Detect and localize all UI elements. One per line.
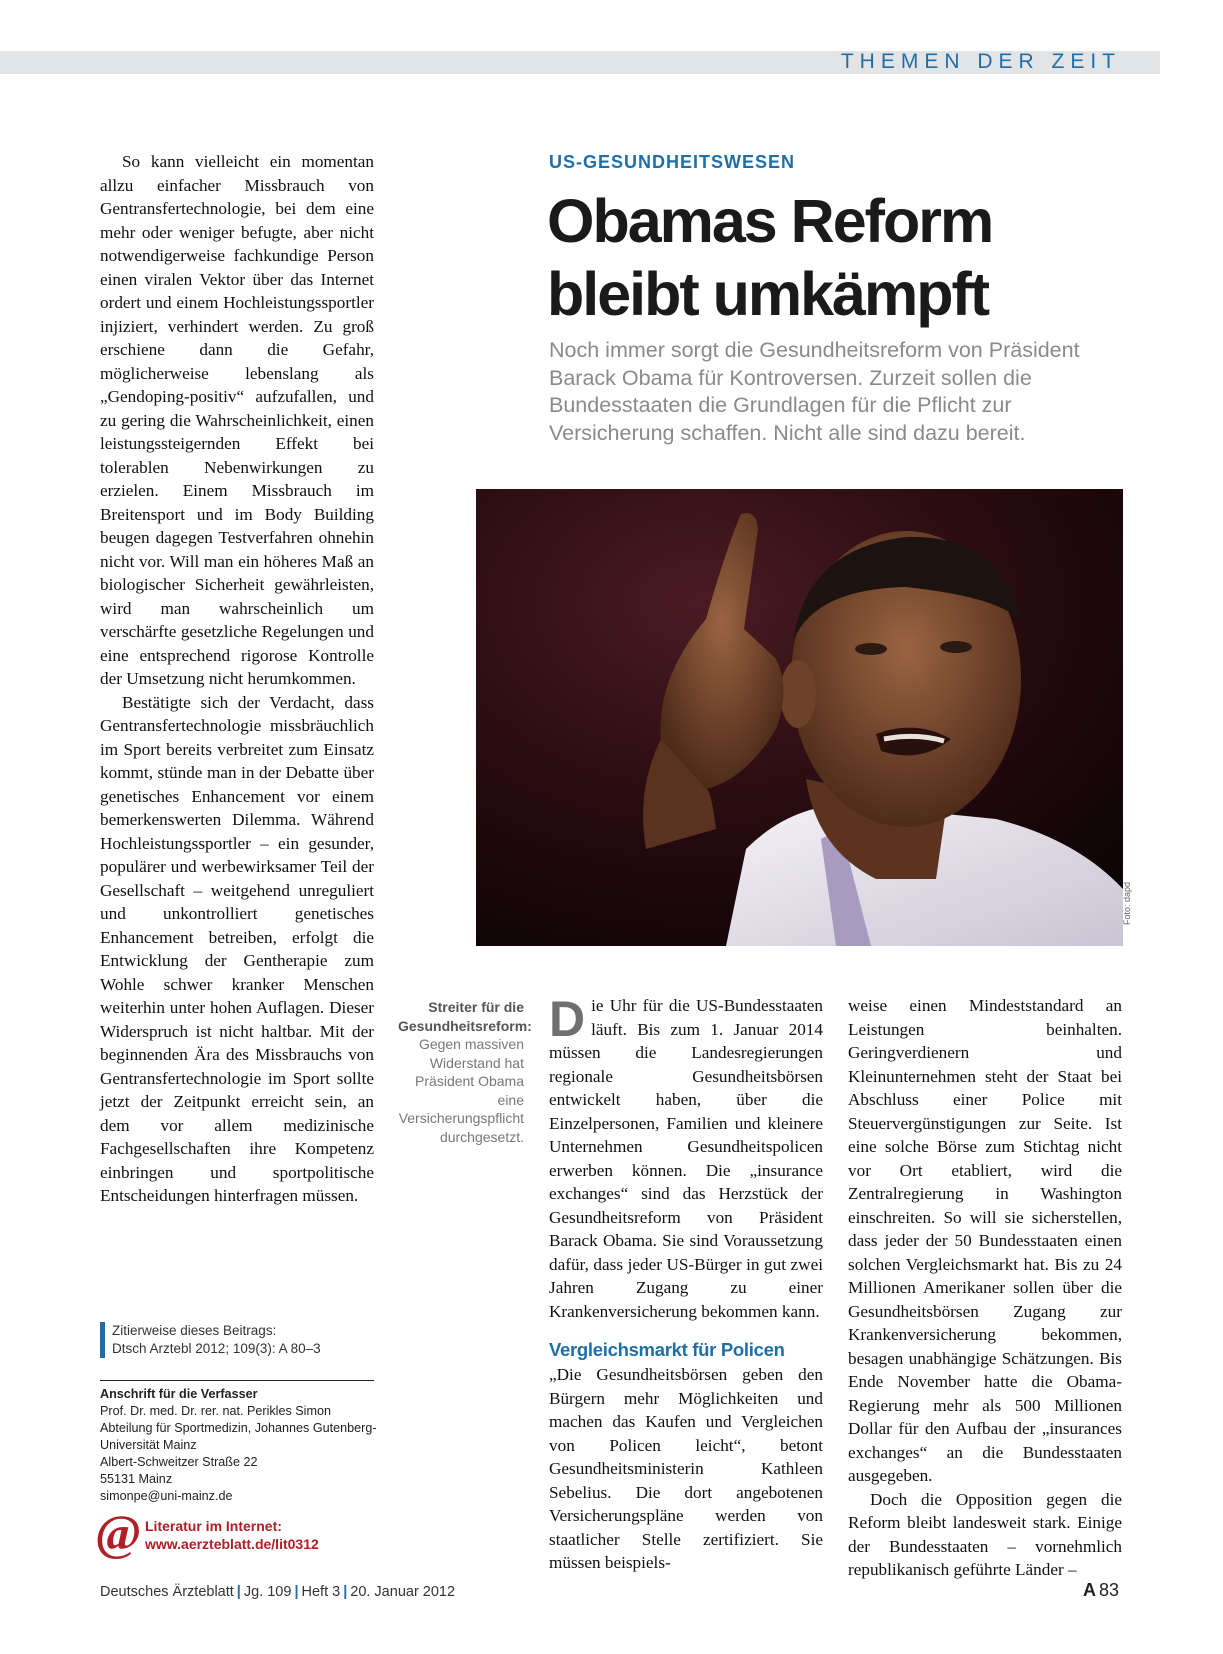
citation-box bbox=[100, 1322, 321, 1358]
article-dek: Noch immer sorgt die Gesundheitsreform von Präsident Barack Obama für Kontroversen. Zurzeit sollen die Bundesstaaten die Grundlagen für die Pflicht zur Versicherung schaffen. Nicht alle sind dazu bereit. bbox=[549, 338, 1080, 445]
article-column-3 bbox=[848, 994, 1122, 1582]
address-divider bbox=[100, 1380, 374, 1381]
journal-volume: Jg. 109 bbox=[243, 1584, 292, 1600]
article-kicker: US-GESUNDHEITSWESEN bbox=[549, 152, 796, 172]
address-line: Universität Mainz bbox=[100, 1438, 197, 1452]
photo-illustration bbox=[476, 489, 1123, 946]
page-prefix: A bbox=[1082, 1580, 1096, 1600]
intro-text: ie Uhr für die US-Bundesstaaten läuft. Bis zum 1. Januar 2014 müssen die Landesregierungen regionale Gesundheitsbörsen entwickelt haben, über die Einzelpersonen, Familien und kleinere Unternehmen Gesundheitspolicen erwerben können. Die „insurance exchanges“ sind das Herzstück der Gesundheitsreform von Präsident Barack Obama. Sie sind Voraussetzung dafür, dass jeder US-Bürger in gut zwei Jahren Zugang zu einer Krankenversicherung bekommen kann. bbox=[549, 996, 823, 1321]
citation-ref: Dtsch Arztebl 2012; 109(3): A 80–3 bbox=[112, 1341, 321, 1356]
page-number bbox=[1083, 1580, 1119, 1601]
article-subhead: Vergleichsmarkt für Policen bbox=[549, 1339, 785, 1360]
journal-issue: Heft 3 bbox=[301, 1584, 341, 1600]
address-line: Prof. Dr. med. Dr. rer. nat. Perikles Simon bbox=[100, 1404, 331, 1418]
citation-label: Zitierweise dieses Beitrags: bbox=[112, 1323, 277, 1338]
left-paragraph-2: Bestätigte sich der Verdacht, dass Gentransfertechnologie missbräuchlich im Sport bereits verbreitet zum Einsatz kommt, stünde man in der Debatte über genetisches Enhancement vor einem bemerkenswerten Dilemma. Während Hochleistungssportler – ein gesunder, populärer und werbewirksamer Teil der Gesellschaft – weitgehend unreguliert und unkontrolliert genetisches Enhancement betreiben, erfolgt die Entwicklung der Gentherapie zum Wohle schwer kranker Menschen weiterhin unter hohen Auflagen. Dieser Widerspruch ist nicht haltbar. Mit der beginnenden Ära des Missbrauchs von Gentransfertechnologie im Sport sollte jetzt der Zeitpunkt erreicht sein, an dem vor allem medizinische Fachgesellschaften ihre Kompetenz einbringen und sportpolitische Entscheidungen hinterfragen müssen. bbox=[100, 692, 374, 1205]
left-paragraph-1: So kann vielleicht ein momentan allzu einfacher Missbrauch von Gentransfertechnologie, bei dem eine mehr oder weniger befugte, aber nicht notwendigerweise fachkundige Person einen viralen Vektor über das Internet ordert und einem Hochleistungssportler injiziert, verhindert werden. Zu groß erschiene dann die Gefahr, möglicherweise lebenslang als „Gendoping-positiv“ aufzufallen, und zu gering die Wahrscheinlichkeit, einen leistungssteigernden Effekt bei tolerablen Nebenwirkungen zu erzielen. Einem Missbrauch im Breitensport und im Body Building beugen dagegen Testverfahren ohnehin nicht vor. Will man ein höheres Maß an biologischer Sicherheit gewährleisten, wird man wahrscheinlich um verschärfte gesetzliche Regelungen und eine entsprechend rigorose Kontrolle der Umsetzung nicht herumkommen. bbox=[100, 152, 374, 688]
article-paragraph-2-cont: weise einen Mindeststandard an Leistungen beinhalten. Geringverdienern und Kleinunternehmen steht der Staat bei Abschluss einer Police mit Steuervergünstigungen zur Seite. Ist eine solche Börse zum Stichtag nicht vor Ort etabliert, wird die Zentralregierung in Washington einschreiten. So will sie sicherstellen, dass jeder der 50 Bundesstaaten einen solchen Vergleichsmarkt hat. Bis zu 24 Millionen Amerikaner sollen über die Gesundheitsbörsen Zugang zur Krankenversicherung bekommen, besagen unabhängige Schätzungen. Bis Ende November hatte die Obama-Regierung mehr als 500 Millionen Dollar für den Aufbau der „insurances exchanges“ an die Bundesstaaten ausgegeben. bbox=[848, 996, 1122, 1485]
literature-link[interactable] bbox=[145, 1517, 319, 1553]
photo-credit: Foto: dapd bbox=[1122, 881, 1132, 925]
article-paragraph-3: Doch die Opposition gegen die Reform bleibt landesweit stark. Einige der Bundesstaaten – vornehmlich republikanisch geführte Länder – bbox=[848, 1489, 1122, 1579]
journal-name: Deutsches Ärzteblatt bbox=[100, 1584, 234, 1600]
literature-label: Literatur im Internet: bbox=[145, 1518, 282, 1534]
journal-date: 20. Januar 2012 bbox=[350, 1584, 456, 1600]
article-paragraph-2: „Die Gesundheitsbörsen geben den Bürgern mehr Möglichkeiten und machen das Kaufen und Vergleichen von Policen leicht“, betont Gesundheitsministerin Kathleen Sebelius. Die dort angebotenen Versicherungspläne werden von staatlicher Stelle zertifiziert. Sie müssen beispiels- bbox=[549, 1365, 823, 1572]
article-column-2 bbox=[549, 991, 823, 1575]
section-title: THEMEN DER ZEIT bbox=[840, 50, 1121, 73]
caption-title: Streiter für die Gesundheitsreform: bbox=[398, 999, 532, 1034]
author-address bbox=[100, 1386, 380, 1505]
page-num: 83 bbox=[1098, 1580, 1119, 1600]
literature-url[interactable]: www.aerzteblatt.de/lit0312 bbox=[145, 1536, 319, 1552]
address-line: Abteilung für Sportmedizin, Johannes Gutenberg- bbox=[100, 1421, 377, 1435]
at-icon: @ bbox=[95, 1504, 142, 1560]
address-email[interactable]: simonpe@uni-mainz.de bbox=[100, 1489, 233, 1503]
address-line: Albert-Schweitzer Straße 22 bbox=[100, 1455, 258, 1469]
dropcap: D bbox=[549, 991, 586, 1047]
article-photo bbox=[476, 489, 1123, 946]
article-headline: Obamas Reform bleibt umkämpft bbox=[547, 187, 993, 328]
address-heading: Anschrift für die Verfasser bbox=[100, 1387, 258, 1401]
caption-text: Gegen massiven Widerstand hat Präsident Obama eine Versicherungspflicht durchgesetzt. bbox=[398, 1036, 524, 1145]
article-intro-paragraph bbox=[549, 991, 823, 1323]
page-footer: Deutsches Ärzteblatt | Jg. 109 | Heft 3 | 20. Januar 2012 bbox=[100, 1584, 456, 1600]
photo-caption bbox=[398, 998, 532, 1146]
left-column bbox=[100, 150, 374, 1208]
address-line: 55131 Mainz bbox=[100, 1472, 173, 1486]
